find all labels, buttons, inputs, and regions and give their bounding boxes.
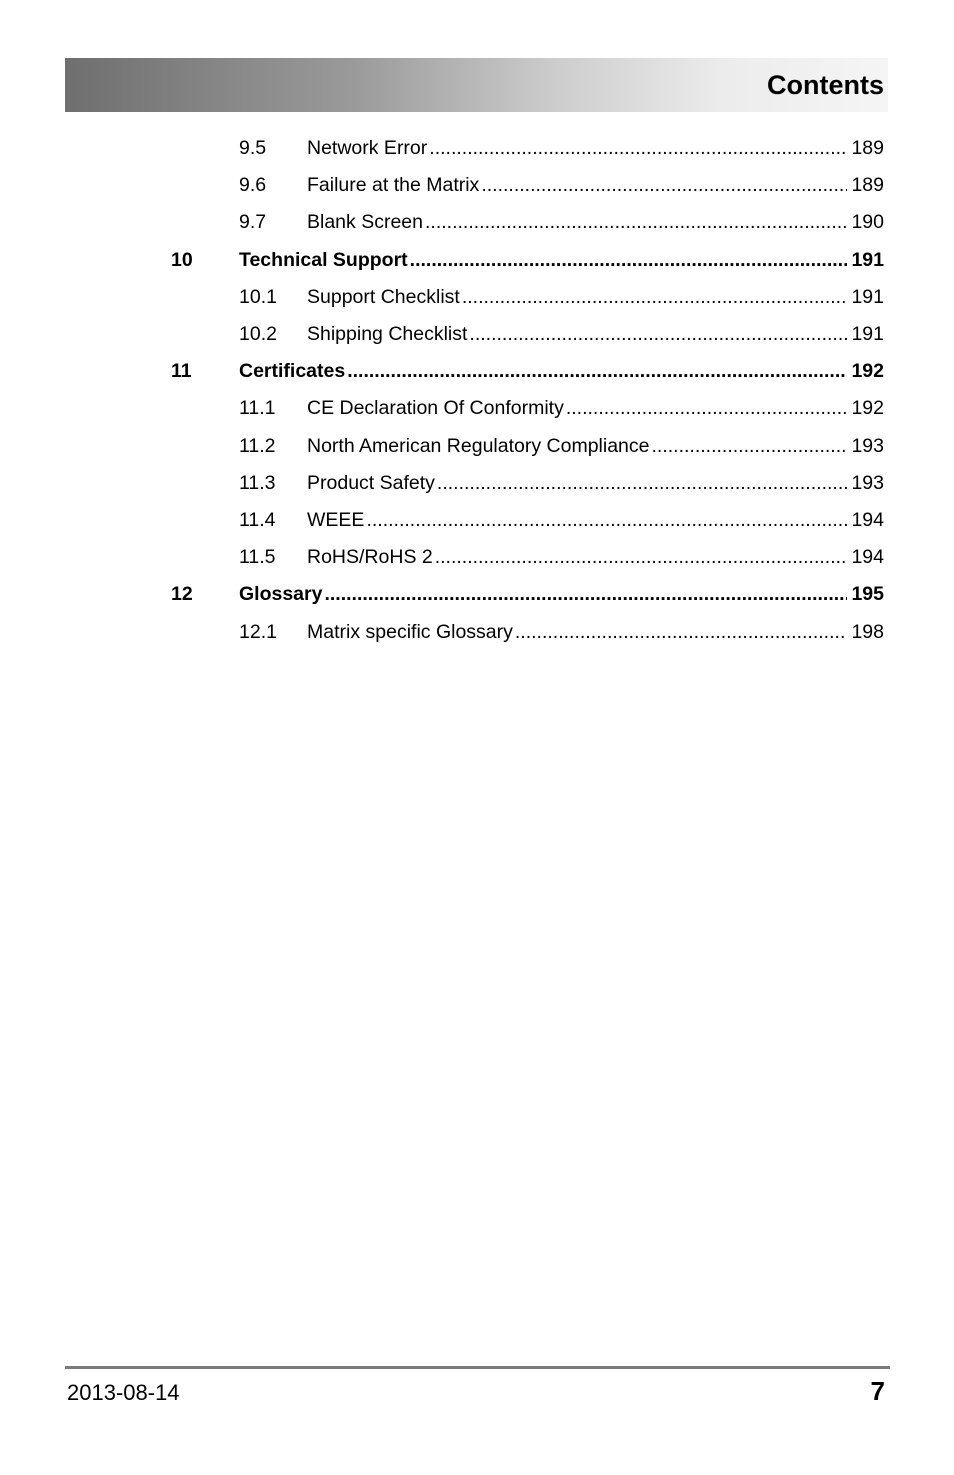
toc-entry-title[interactable]: Technical Support <box>239 248 408 271</box>
footer-divider <box>65 1366 890 1369</box>
toc-entry-number: 11 <box>171 360 192 383</box>
toc-entry-line <box>307 428 884 465</box>
toc-entry[interactable] <box>0 204 954 241</box>
toc-entry-title[interactable]: Network Error <box>307 137 428 159</box>
toc-entry-title[interactable]: Shipping Checklist <box>307 323 468 345</box>
toc-entry-line <box>307 316 884 353</box>
toc-entry-number: 9.5 <box>239 137 267 159</box>
toc-entry-number: 11.3 <box>239 471 276 494</box>
toc-entry[interactable] <box>0 465 954 502</box>
toc-entry[interactable] <box>0 353 954 390</box>
toc-entry[interactable] <box>0 539 954 576</box>
toc-entry[interactable] <box>0 502 954 539</box>
toc-entry-number: 11.5 <box>239 546 276 569</box>
toc-entry-page: 194 <box>851 546 884 569</box>
toc-entry-title[interactable]: Product Safety <box>307 471 435 494</box>
toc-entry-page: 190 <box>851 211 884 234</box>
toc-leader-dots <box>366 502 847 539</box>
toc-leader-dots <box>437 465 848 502</box>
toc-leader-dots <box>462 279 848 316</box>
toc-entry-number: 10 <box>171 248 193 271</box>
toc-entry-line <box>239 576 884 613</box>
toc-entry-line <box>239 242 884 279</box>
toc-entry-line <box>307 539 884 576</box>
header-band <box>65 58 888 112</box>
toc-entry-title[interactable]: Glossary <box>239 583 323 606</box>
toc-entry-page: 191 <box>851 248 884 271</box>
toc-entry-page: 195 <box>851 583 884 606</box>
toc-entry-line <box>307 390 884 427</box>
toc-entry-number: 10.1 <box>239 285 277 308</box>
toc-entry[interactable] <box>0 167 954 204</box>
toc-entry-title[interactable]: North American Regulatory Compliance <box>307 434 650 457</box>
toc-entry-title[interactable]: CE Declaration Of Conformity <box>307 397 564 420</box>
toc-leader-dots <box>410 242 848 279</box>
toc-entry[interactable] <box>0 316 954 353</box>
toc-entry-page: 192 <box>851 360 884 383</box>
toc-leader-dots <box>347 353 847 390</box>
toc-leader-dots <box>435 539 848 576</box>
toc-entry-number: 12 <box>171 583 193 606</box>
toc-entry-number: 11.4 <box>239 509 276 531</box>
toc-entry-page: 192 <box>851 397 884 420</box>
toc-entry[interactable] <box>0 390 954 427</box>
toc-entry[interactable] <box>0 614 954 651</box>
toc-entry-title[interactable]: Failure at the Matrix <box>307 174 480 197</box>
toc-leader-dots <box>429 130 847 167</box>
toc-leader-dots <box>469 316 847 353</box>
toc-entry-line <box>239 353 884 390</box>
toc-entry-title[interactable]: RoHS/RoHS 2 <box>307 546 433 569</box>
toc-entry[interactable] <box>0 279 954 316</box>
toc-entry-line <box>307 502 884 539</box>
toc-entry-number: 9.6 <box>239 174 267 197</box>
toc-entry-page: 189 <box>851 174 884 197</box>
toc-entry-line <box>307 204 884 241</box>
toc-entry-line <box>307 279 884 316</box>
toc-entry-page: 189 <box>851 137 884 159</box>
toc-entry-page: 191 <box>851 285 884 308</box>
toc-entry[interactable] <box>0 242 954 279</box>
toc-entry-number: 11.2 <box>239 434 276 457</box>
toc-entry-line <box>307 167 884 204</box>
page-title: Contents <box>767 70 884 100</box>
toc-entry-number: 10.2 <box>239 323 277 345</box>
toc-entry-page: 191 <box>851 323 884 345</box>
toc-leader-dots <box>566 390 848 427</box>
toc-leader-dots <box>515 614 848 651</box>
toc-entry-line <box>307 614 884 651</box>
toc-entry[interactable] <box>0 576 954 613</box>
footer-date: 2013-08-14 <box>67 1380 180 1405</box>
toc-leader-dots <box>481 167 847 204</box>
toc-entry-title[interactable]: Support Checklist <box>307 285 460 308</box>
toc-entry-page: 194 <box>851 509 884 531</box>
toc-entry-title[interactable]: Certificates <box>239 360 346 383</box>
toc-entry-page: 193 <box>851 434 884 457</box>
toc-entry-number: 9.7 <box>239 211 267 234</box>
toc-entry-page: 193 <box>851 471 884 494</box>
toc-entry[interactable] <box>0 130 954 167</box>
toc-entry-line <box>307 465 884 502</box>
toc-entry[interactable] <box>0 428 954 465</box>
toc-leader-dots <box>425 204 847 241</box>
footer-page-number: 7 <box>870 1376 885 1406</box>
toc-entry-number: 12.1 <box>239 620 277 643</box>
toc-entry-title[interactable]: Matrix specific Glossary <box>307 620 513 643</box>
toc-leader-dots <box>324 576 847 613</box>
toc-entry-line <box>307 130 884 167</box>
toc-entry-title[interactable]: Blank Screen <box>307 211 423 234</box>
toc-entry-number: 11.1 <box>239 397 276 420</box>
toc-entry-page: 198 <box>851 620 884 643</box>
toc-leader-dots <box>652 428 848 465</box>
toc-entry-title[interactable]: WEEE <box>307 509 365 531</box>
